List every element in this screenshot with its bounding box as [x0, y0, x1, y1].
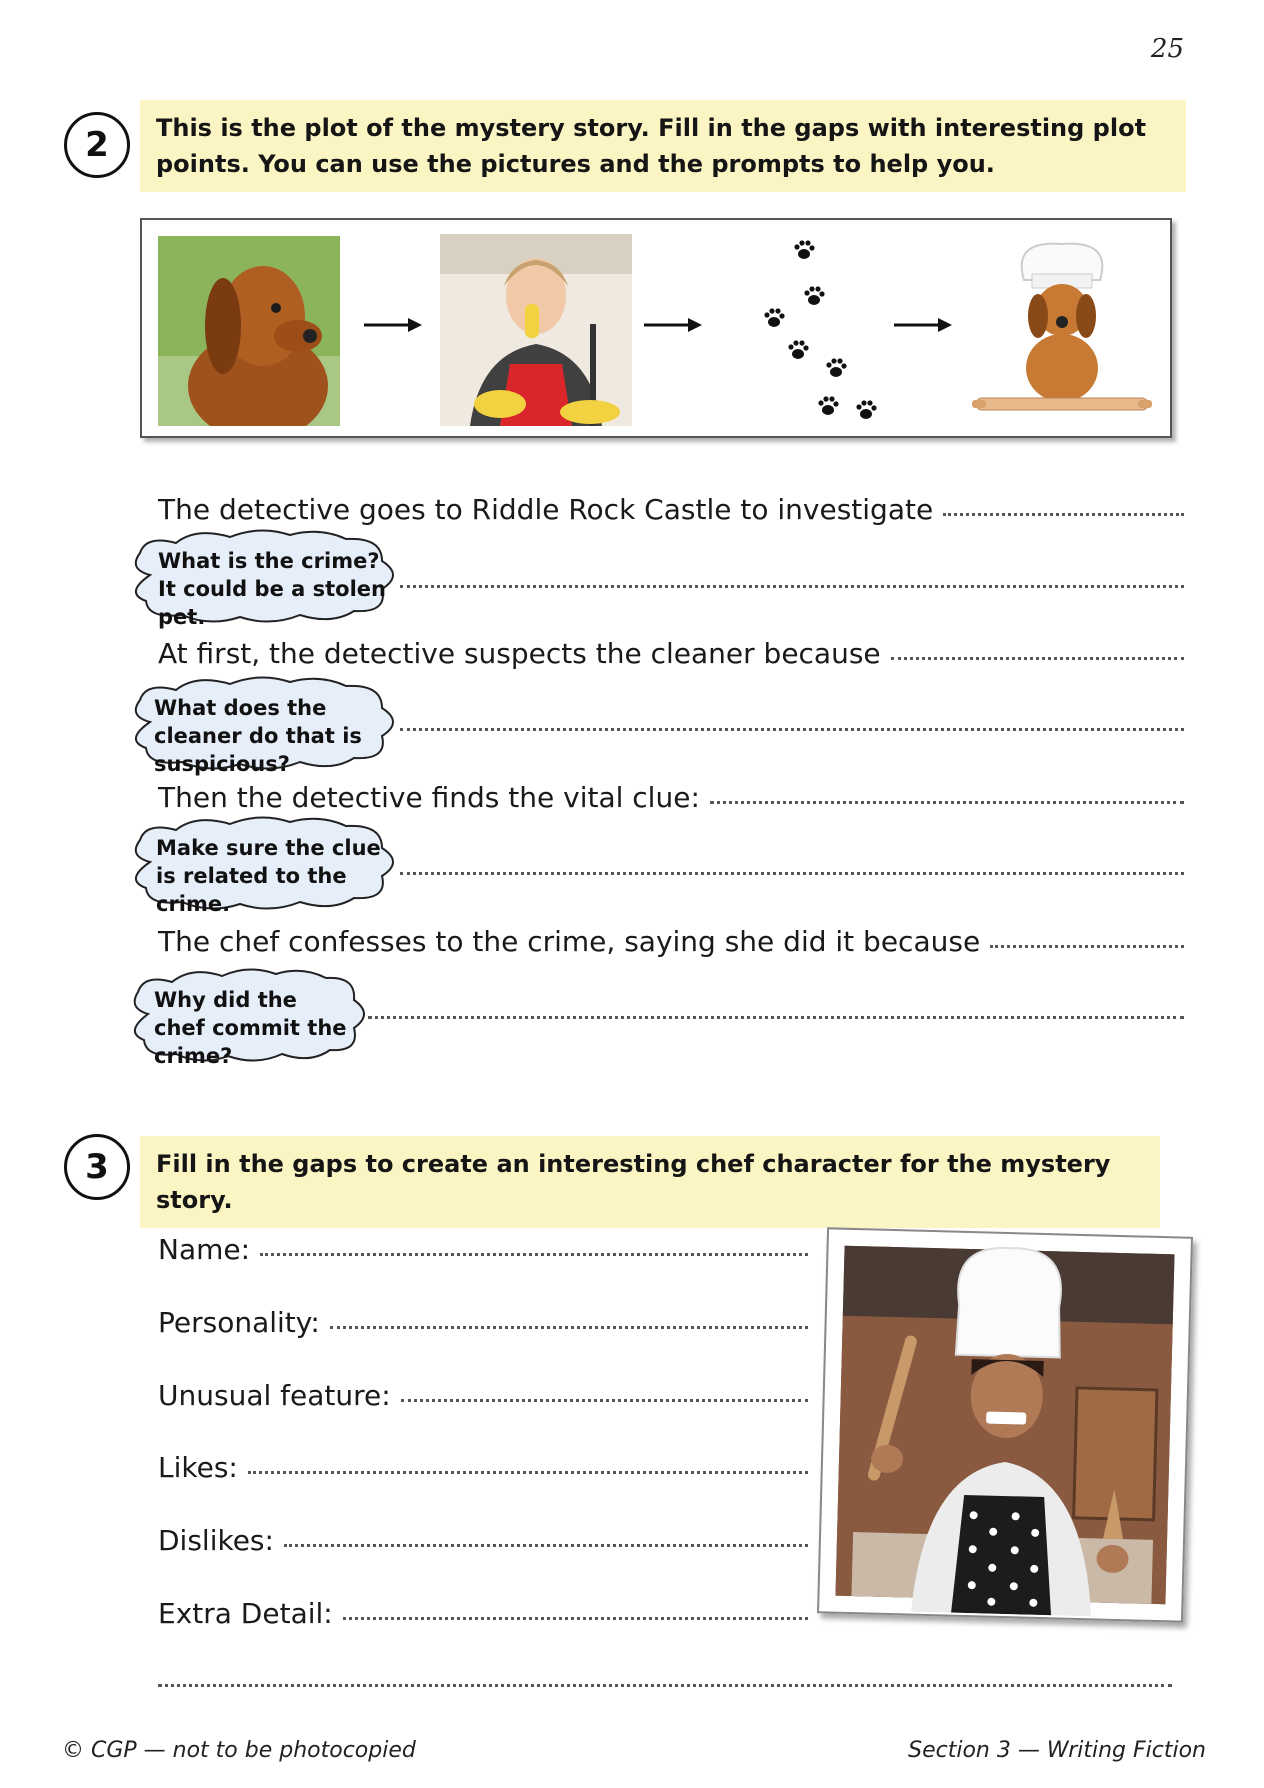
- field-extra-detail-label: Extra Detail:: [158, 1597, 333, 1630]
- hint-text-3: Make sure the clue is related to the crime.: [156, 836, 381, 916]
- field-likes-label: Likes:: [158, 1451, 238, 1484]
- answer-line[interactable]: [343, 1617, 808, 1620]
- hint-text-1: What is the crime? It could be a stolen pet.: [158, 549, 386, 629]
- field-personality-label: Personality:: [158, 1306, 320, 1339]
- hint-row-3: [120, 812, 1184, 916]
- answer-line[interactable]: [990, 945, 1184, 948]
- field-extra-detail: [158, 1590, 808, 1630]
- chef-dog-image: [972, 230, 1152, 430]
- arrow-icon: [894, 315, 954, 335]
- picture-strip: [140, 218, 1172, 438]
- plot-line-3: [158, 774, 1184, 814]
- hint-text-4: Why did the chef commit the crime?: [154, 988, 347, 1068]
- field-dislikes: [158, 1517, 808, 1557]
- plot-line-2: [158, 630, 1184, 670]
- field-personality: [158, 1299, 808, 1339]
- field-name: [158, 1226, 808, 1266]
- plot-line-4-text: The chef confesses to the crime, saying she did it because: [158, 925, 981, 958]
- question-2-number: 2: [64, 112, 130, 178]
- field-unusual-feature-label: Unusual feature:: [158, 1379, 391, 1412]
- answer-line[interactable]: [710, 801, 1184, 804]
- question-3-instruction: Fill in the gaps to create an interesting chef character for the mystery story.: [140, 1136, 1160, 1228]
- arrow-icon: [364, 315, 424, 335]
- hint-text-2: What does the cleaner do that is suspicious?: [154, 696, 362, 776]
- plot-line-1: [158, 486, 1184, 526]
- field-dislikes-label: Dislikes:: [158, 1524, 274, 1557]
- answer-line[interactable]: [400, 872, 1184, 875]
- chef-image: [817, 1227, 1193, 1622]
- answer-line[interactable]: [401, 1399, 808, 1402]
- hint-row-2: [120, 672, 1184, 776]
- paw-prints-icon: [732, 234, 882, 424]
- hint-row-4: [120, 964, 1184, 1068]
- answer-line[interactable]: [368, 1016, 1184, 1019]
- field-likes: [158, 1444, 808, 1484]
- answer-line[interactable]: [248, 1471, 808, 1474]
- arrow-icon: [644, 315, 704, 335]
- answer-line[interactable]: [284, 1544, 808, 1547]
- answer-line[interactable]: [891, 657, 1184, 660]
- answer-line[interactable]: [330, 1326, 808, 1329]
- footer-copyright: © CGP — not to be photocopied: [62, 1738, 416, 1763]
- answer-line[interactable]: [400, 728, 1184, 731]
- question-3-number: 3: [64, 1134, 130, 1200]
- cleaner-image: [440, 234, 632, 426]
- answer-line[interactable]: [400, 585, 1184, 588]
- hint-row-1: [120, 525, 1184, 629]
- plot-line-2-text: At first, the detective suspects the cleaner because: [158, 637, 881, 670]
- field-name-label: Name:: [158, 1233, 251, 1266]
- page-number: 25: [1150, 34, 1184, 64]
- field-unusual-feature: [158, 1372, 808, 1412]
- dachshund-image: [158, 236, 340, 426]
- footer-section: Section 3 — Writing Fiction: [908, 1738, 1206, 1763]
- answer-line[interactable]: [260, 1253, 808, 1256]
- plot-line-3-text: Then the detective finds the vital clue:: [158, 781, 700, 814]
- answer-line[interactable]: [943, 513, 1184, 516]
- plot-line-1-text: The detective goes to Riddle Rock Castle to investigate: [158, 493, 934, 526]
- plot-line-4: [158, 918, 1184, 958]
- question-2-instruction: This is the plot of the mystery story. Fill in the gaps with interesting plot points. You can use the pictures and the prompts to help you.: [140, 100, 1186, 192]
- answer-line[interactable]: [158, 1684, 1172, 1687]
